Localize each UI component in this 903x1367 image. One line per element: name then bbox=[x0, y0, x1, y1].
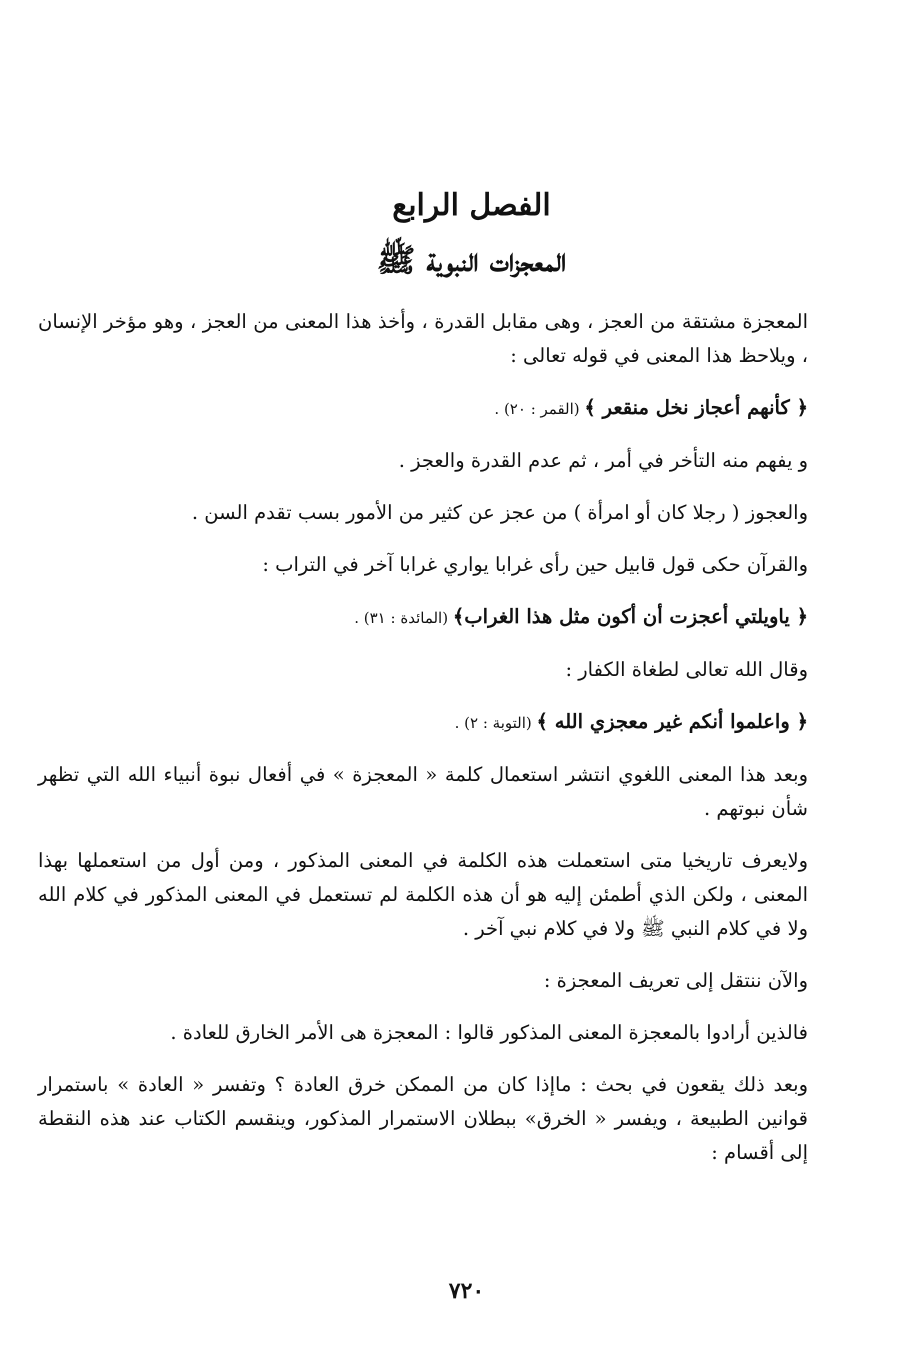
page-number: ٧٢٠ bbox=[448, 1278, 485, 1304]
body-text bbox=[38, 305, 808, 1188]
paragraph: والعجوز ( رجلا كان أو امرأة ) من عجز عن كثير من الأمور بسب تقدم السن . bbox=[191, 501, 808, 524]
quote-open-bracket: ﴿ bbox=[796, 396, 808, 419]
quran-quote bbox=[38, 391, 808, 426]
paragraph: وبعد ذلك يقعون في بحث : ماإذا كان من الممكن خرق العادة ؟ وتفسر « العادة » باستمرار قوانين الطبيعة ، ويفسر « الخرق» ببطلان الاستمرار المذكور، وينقسم الكتاب عند هذه النقطة إلى أقسام : bbox=[38, 1073, 808, 1164]
quran-quote bbox=[38, 600, 808, 635]
quote-close-bracket: ﴾ bbox=[584, 396, 596, 419]
paragraph: وبعد هذا المعنى اللغوي انتشر استعمال كلمة « المعجزة » في أفعال نبوة أنبياء الله التي تظهر شأن نبوتهم . bbox=[38, 763, 808, 820]
paragraph: و يفهم منه التأخر في أمر ، ثم عدم القدرة والعجز . bbox=[398, 449, 808, 472]
paragraph: فالذين أرادوا بالمعجزة المعنى المذكور قالوا : المعجزة هى الأمر الخارق للعادة . bbox=[170, 1021, 808, 1044]
quote-reference: (التوبة : ٢) . bbox=[454, 714, 537, 732]
quote-text: واعلموا أنكم غير معجزي الله bbox=[547, 710, 797, 733]
quote-text: ياويلتي أعجزت أن أكون مثل هذا الغراب bbox=[464, 605, 797, 628]
quote-open-bracket: ﴿ bbox=[796, 605, 808, 628]
quote-open-bracket: ﴿ bbox=[796, 710, 808, 733]
chapter-title: الفصل الرابع bbox=[392, 188, 551, 223]
quote-close-bracket: ﴾ bbox=[452, 605, 465, 628]
quran-quote bbox=[38, 705, 808, 740]
quote-close-bracket: ﴾ bbox=[536, 710, 548, 733]
paragraph: والآن ننتقل إلى تعريف المعجزة : bbox=[543, 969, 808, 992]
paragraph: ولايعرف تاريخيا متى استعملت هذه الكلمة في المعنى المذكور ، ومن أول من استعملها بهذا المعنى ، ولكن الذي أطمئن إليه هو أن هذه الكلمة لم تستعمل في المعنى المذكور في كلام الله ولا في كلام النبي ﷺ ولا في كلام نبي آخر . bbox=[38, 849, 808, 940]
paragraph: والقرآن حكى قول قابيل حين رأى غرابا يواري غرابا آخر في التراب : bbox=[262, 553, 808, 576]
paragraph: وقال الله تعالى لطغاة الكفار : bbox=[565, 658, 808, 681]
chapter-subtitle: المعجزات النبوية ﷺ bbox=[376, 241, 567, 279]
paragraph: المعجزة مشتقة من العجز ، وهى مقابل القدرة ، وأخذ هذا المعنى من العجز ، وهو مؤخر الإنسان ، ويلاحظ هذا المعنى في قوله تعالى : bbox=[38, 310, 808, 367]
quote-text: كأنهم أعجاز نخل منقعر bbox=[595, 396, 797, 419]
quote-reference: (المائدة : ٣١) . bbox=[354, 609, 453, 627]
quote-reference: (القمر : ٢٠) . bbox=[494, 400, 585, 418]
